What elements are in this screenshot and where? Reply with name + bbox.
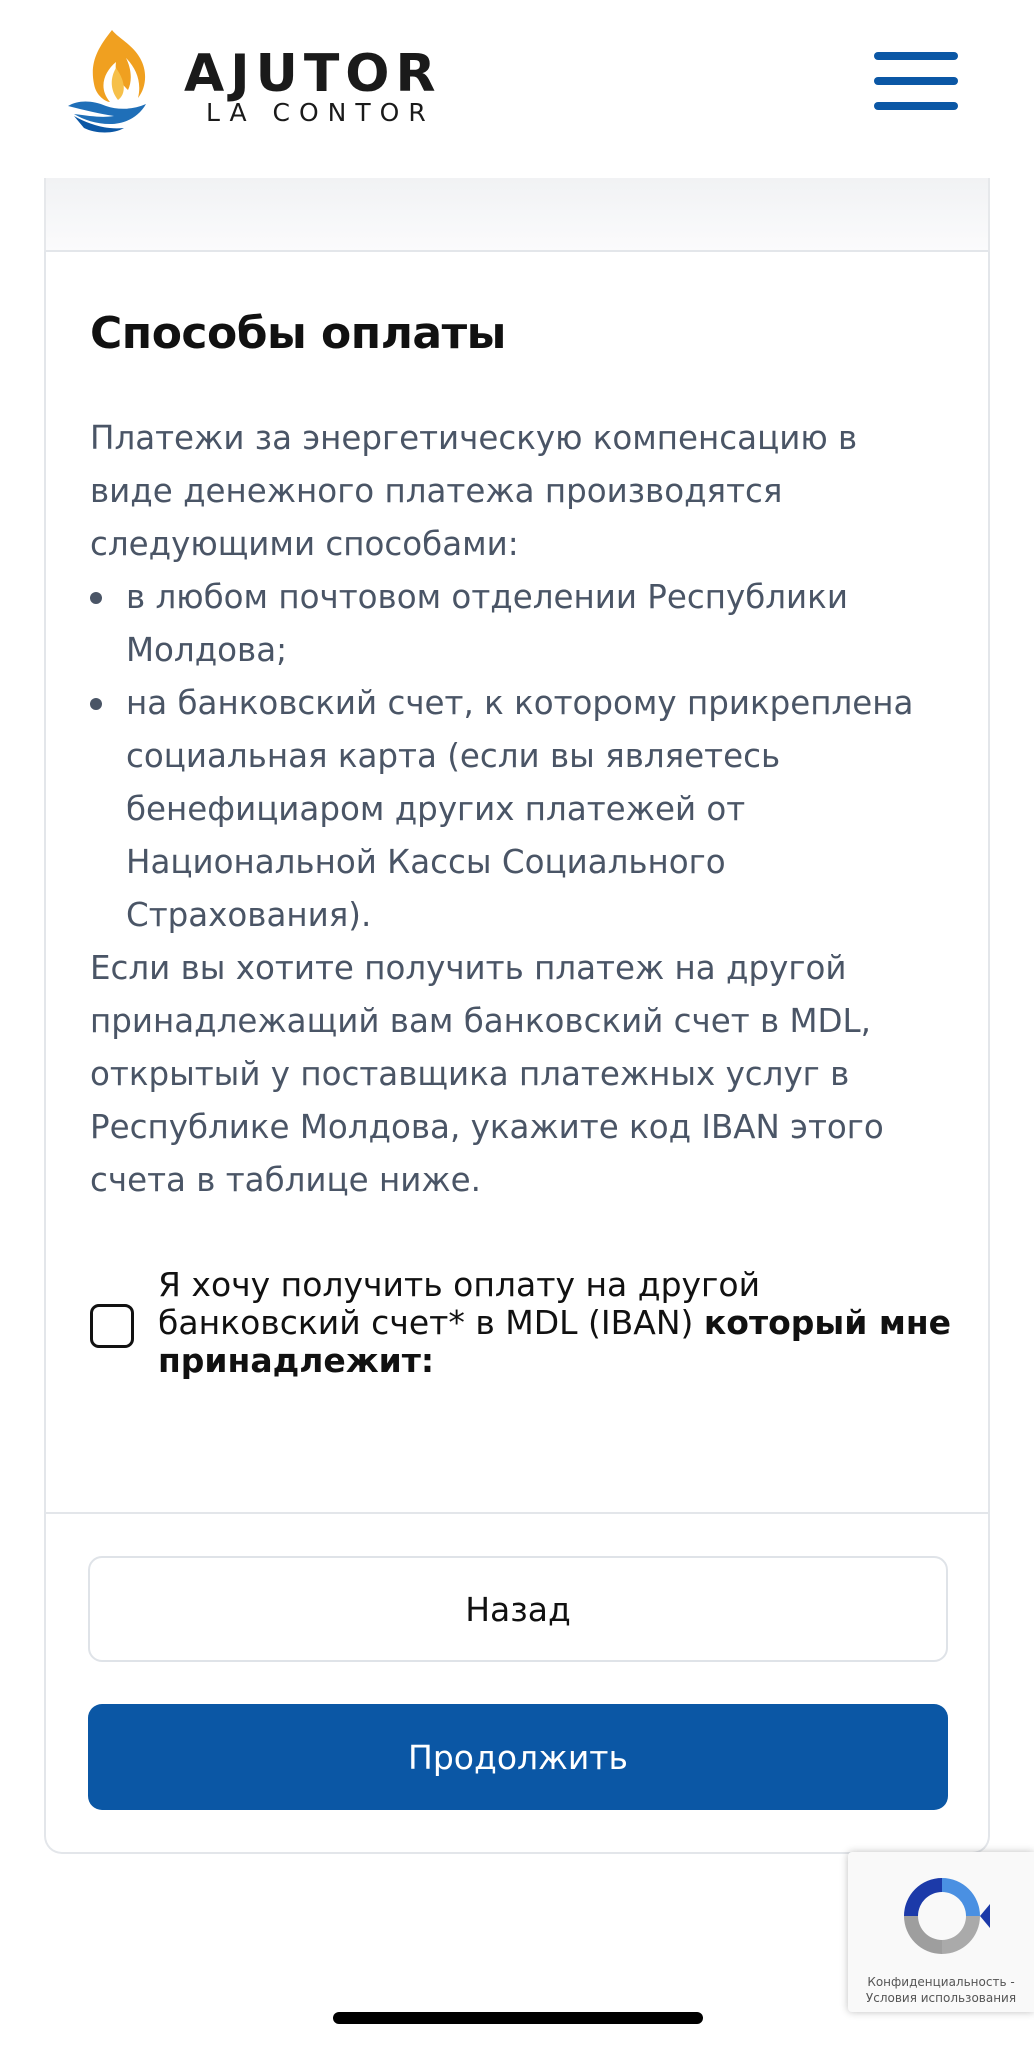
intro-text: Платежи за энергетическую компенсацию в виде денежного платежа производятся следующими способами: xyxy=(90,419,858,563)
card-top-strip xyxy=(44,178,990,252)
site-header xyxy=(0,0,1034,178)
other-account-checkbox-row[interactable] xyxy=(90,1266,950,1386)
checkbox-label[interactable]: Я хочу получить оплату на другой банковский счет* в MDL (IBAN) который мне принадлежит: xyxy=(158,1265,952,1380)
list-item xyxy=(90,571,950,677)
recaptcha-links: Конфиденциальность - Условия использования xyxy=(865,1975,1017,2005)
site-logo[interactable] xyxy=(66,28,466,138)
iban-note: Если вы хотите получить платеж на другой принадлежащий вам банковский счет в MDL, открытый у поставщика платежных услуг в Республике Молдова, укажите код IBAN этого счета в таблице ниже. xyxy=(90,949,884,1199)
bullet-text: в любом почтовом отделении Республики Молдова; xyxy=(126,578,848,669)
back-button[interactable]: Назад xyxy=(88,1556,948,1662)
payment-methods-description xyxy=(90,412,950,1207)
bullet-text: на банковский счет, к которому прикреплена социальная карта (если вы являетесь бенефициаром других платежей от Национальной Кассы Социального Страхования). xyxy=(126,684,914,934)
recaptcha-privacy-link[interactable]: Конфиденциальность xyxy=(867,1975,1007,1989)
recaptcha-badge[interactable] xyxy=(848,1852,1034,2012)
logo-subtitle: LA CONTOR xyxy=(206,98,435,127)
bullet-icon xyxy=(90,592,102,604)
list-item xyxy=(90,677,950,942)
recaptcha-icon xyxy=(892,1866,992,1966)
divider xyxy=(46,1512,988,1514)
logo-title: AJUTOR xyxy=(184,44,442,104)
payment-methods-card xyxy=(44,252,990,1854)
bullet-icon xyxy=(90,698,102,710)
continue-button[interactable]: Продолжить xyxy=(88,1704,948,1810)
hamburger-menu-button[interactable] xyxy=(874,46,958,116)
recaptcha-terms-link[interactable]: Условия использования xyxy=(865,1991,1017,2005)
section-title: Способы оплаты xyxy=(90,308,506,359)
hamburger-menu-icon xyxy=(874,52,958,60)
flame-hand-logo-icon xyxy=(66,28,156,138)
home-indicator xyxy=(333,2012,703,2024)
other-account-checkbox[interactable] xyxy=(90,1304,134,1348)
